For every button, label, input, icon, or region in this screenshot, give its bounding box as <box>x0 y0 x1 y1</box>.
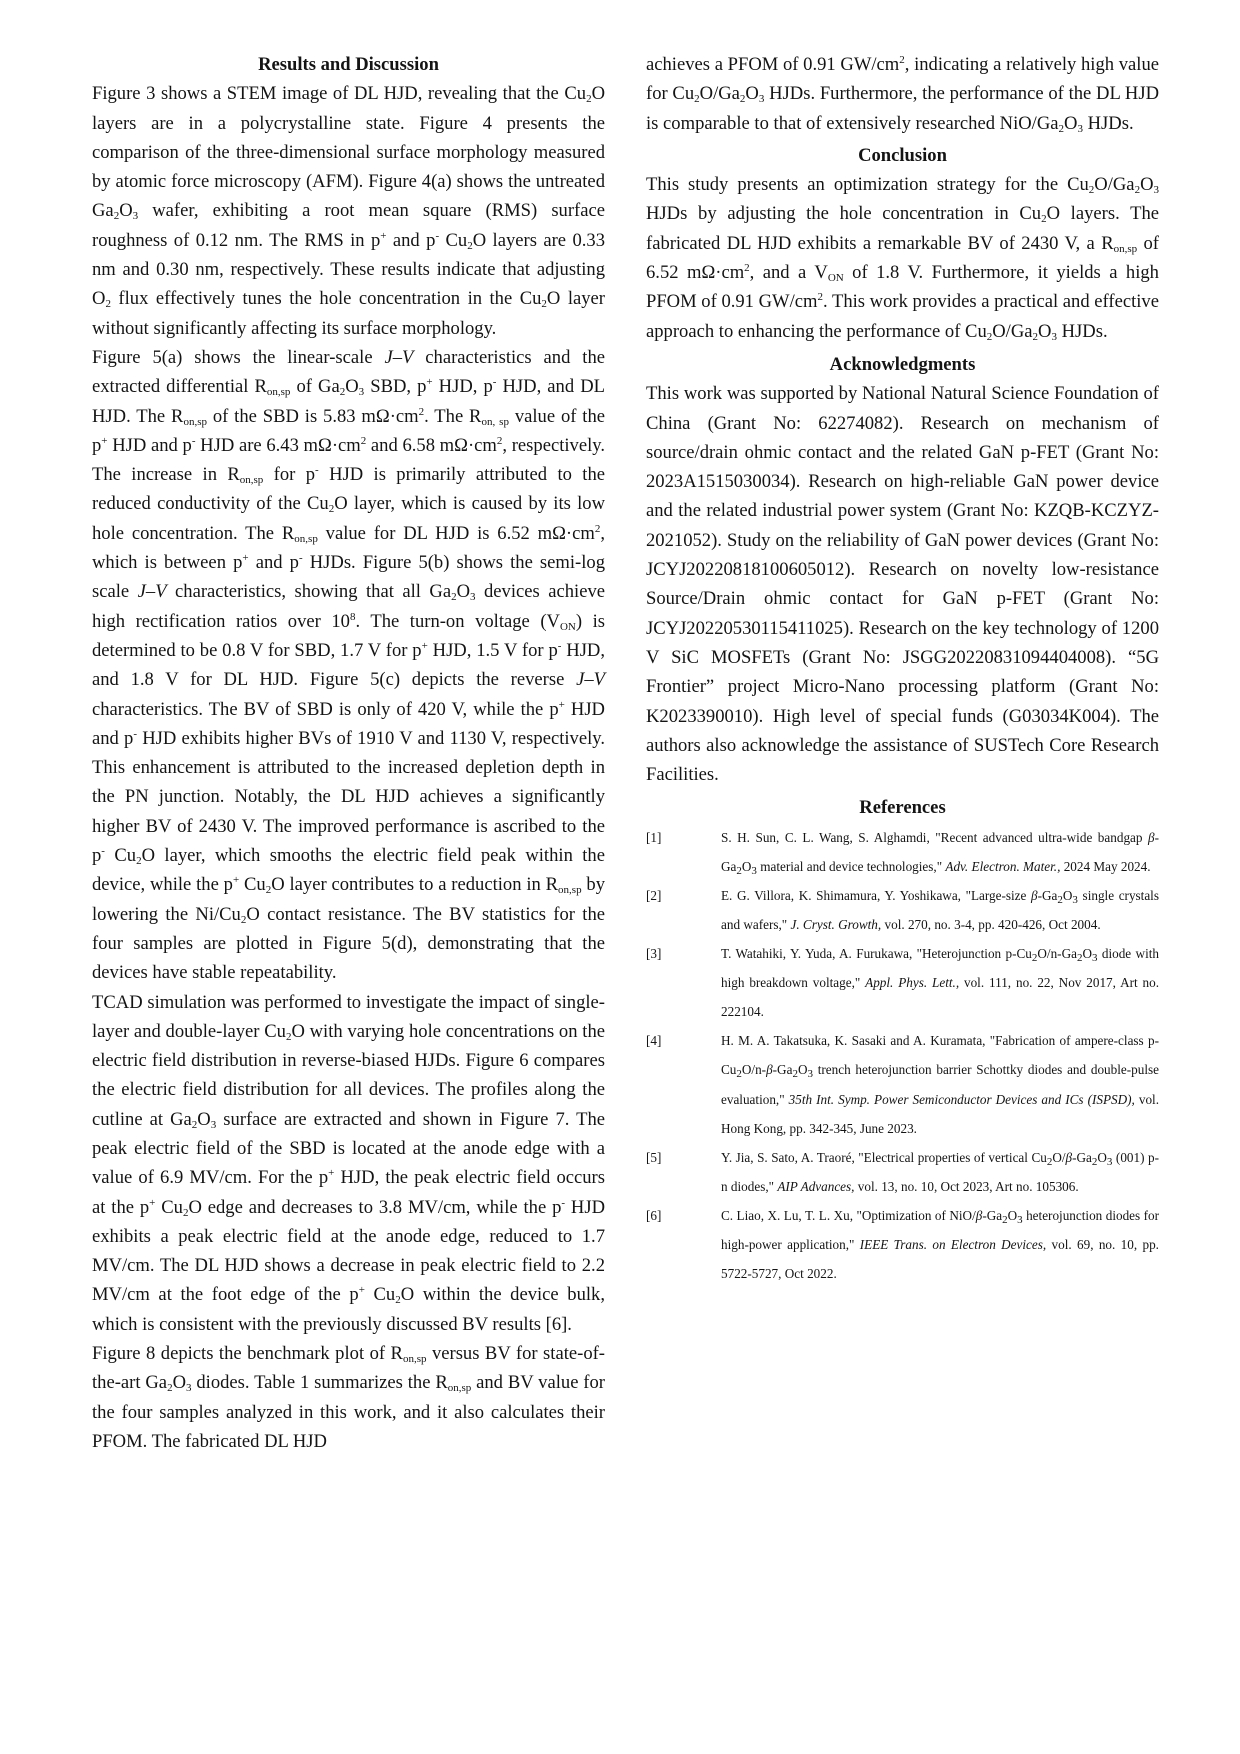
results-paragraph-4: Figure 8 depicts the benchmark plot of $R_{on,sp}$ versus BV for state-of-the-art $Ga_2O_3$ diodes. Table 1 summarizes the $R_{on,sp}$ and BV value for the four samples analyzed in this work, and it also calculates their PFOM. The fabricated DL HJD <box>92 1343 605 1452</box>
references-list <box>646 823 1159 1289</box>
reference-text: S. H. Sun, C. L. Wang, S. Alghamdi, "Recent advanced ultra-wide bandgap $\beta-Ga_2O_3$ material and device technologies," Adv. Electron. Mater., 2024 May 2024. <box>721 829 1159 877</box>
reference-item <box>646 1201 1159 1288</box>
reference-text: Y. Jia, S. Sato, A. Traoré, "Electrical properties of vertical $Cu_2O/\beta-Ga_2O_3$ (001) p-n diodes," AIP Advances, vol. 13, no. 10, Oct 2023, Art no. 105306. <box>721 1149 1159 1194</box>
results-heading: Results and Discussion <box>258 54 439 75</box>
reference-text: C. Liao, X. Lu, T. L. Xu, "Optimization of NiO/$\beta-Ga_2O_3$ heterojunction diodes for high-power application," IEEE Trans. on Electron Devices, vol. 69, no. 10, pp. 5722-5727, Oct 2022. <box>721 1207 1159 1282</box>
reference-item <box>646 881 1159 939</box>
results-paragraph-1: Figure 3 shows a STEM image of DL HJD, revealing that the $Cu_2O$ layers are in a polycrystalline state. Figure 4 presents the comparison of the three-dimensional surface morphology measured by atomic force microscopy (AFM). Figure 4(a) shows the untreated $Ga_2O_3$ wafer, exhibiting a root mean square (RMS) surface roughness of 0.12 nm. The RMS in p+ and p- $Cu_2O$ layers are 0.33 nm and 0.30 nm, respectively. These results indicate that adjusting $O_2$ flux effectively tunes the hole concentration in the $Cu_2O$ layer without significantly affecting its surface morphology. <box>92 83 605 339</box>
reference-number: [2] <box>646 887 662 903</box>
reference-number: [1] <box>646 829 662 845</box>
results-paragraph-2: Figure 5(a) shows the linear-scale J–V characteristics and the extracted differential $R_{on,sp}$ of $Ga_2O_3$ SBD, p+ HJD, p- HJD, and DL HJD. The $R_{on,sp}$ of the SBD is 5.83 $m\Omega\cdot cm^2$. The $R_{on, sp}$ value of the p+ HJD and p- HJD are 6.43 $m\Omega\cdot cm^2$ and 6.58 $m\Omega\cdot cm^2$, respectively. The increase in $R_{on,sp}$ for p- HJD is primarily attributed to the reduced conductivity of the $Cu_2O$ layer, which is caused by its low hole concentration. The $R_{on,sp}$ value for DL HJD is 6.52 $m\Omega\cdot cm^2$, which is between p+ and p- HJDs. Figure 5(b) shows the semi-log scale J–V characteristics, showing that all $Ga_2O_3$ devices achieve high rectification ratios over $10^8$. The turn-on voltage $(V_{ON})$ is determined to be 0.8 V for SBD, 1.7 V for p+ HJD, 1.5 V for p- HJD, and 1.8 V for DL HJD. Figure 5(c) depicts the reverse J–V characteristics. The BV of SBD is only of 420 V, while the p+ HJD and p- HJD exhibits higher BVs of 1910 V and 1130 V, respectively. This enhancement is attributed to the increased depletion depth in the PN junction. Notably, the DL HJD achieves a significantly higher BV of 2430 V. The improved performance is ascribed to the p- $Cu_2O$ layer, which smooths the electric field peak within the device, while the p+ $Cu_2O$ layer contributes to a reduction in $R_{on,sp}$ by lowering the $Ni/Cu_2O$ contact resistance. The BV statistics for the four samples are plotted in Figure 5(d), demonstrating that the devices have stable repeatability. <box>92 346 606 984</box>
reference-number: [5] <box>646 1149 662 1165</box>
references-heading: References <box>859 797 946 819</box>
right-column <box>646 50 1159 1288</box>
reference-item <box>646 1143 1159 1201</box>
acknowledgments-paragraph: This work was supported by National Natural Science Foundation of China (Grant No: 62274082). Research on mechanism of source/drain ohmic contact and the related GaN p-FET (Grant No: 2023A1515030034). Research on high-reliable GaN power device and the related industrial power system (Grant No: KZQB-KCZYZ-2021052). Study on the reliability of GaN power devices (Grant No: JCYJ20220818100605012). Research on novelty low-resistance Source/Drain ohmic contact for GaN p-FET (Grant No: JCYJ20220530115411025). Research on the key technology of 1200 V SiC MOSFETs (Grant No: JSGG20220831094404008). “5G Frontier” project Micro-Nano processing platform (Grant No: K2023390010). High level of special funds (G03034K004). The authors also acknowledge the assistance of SUSTech Core Research Facilities. <box>646 383 1159 786</box>
reference-text: H. M. A. Takatsuka, K. Sasaki and A. Kuramata, "Fabrication of ampere-class $p-Cu_2O/n-\beta-Ga_2O_3$ trench heterojunction barrier Schottky diodes and double-pulse evaluation," 35th Int. Symp. Power Semiconductor Devices and ICs (ISPSD), vol. Hong Kong, pp. 342-345, June 2023. <box>721 1033 1159 1136</box>
reference-number: [4] <box>646 1033 662 1049</box>
results-paragraph-3: TCAD simulation was performed to investigate the impact of single-layer and double-layer $Cu_2O$ with varying hole concentrations on the electric field distribution in reverse-biased HJDs. Figure 6 compares the electric field distribution for all devices. The profiles along the cutline at $Ga_2O_3$ surface are extracted and shown in Figure 7. The peak electric field of the SBD is located at the anode edge with a value of 6.9 MV/cm. For the p+ HJD, the peak electric field occurs at the p+ $Cu_2O$ edge and decreases to 3.8 MV/cm, while the p- HJD exhibits a peak electric field at the anode edge, reduced to 1.7 MV/cm. The DL HJD shows a decrease in peak electric field to 2.2 MV/cm at the foot edge of the p+ $Cu_2O$ within the device bulk, which is consistent with the previously discussed BV results [6]. <box>92 991 606 1335</box>
reference-item <box>646 1026 1159 1142</box>
conclusion-paragraph: This study presents an optimization strategy for the $Cu_2O/Ga_2O_3$ HJDs by adjusting the hole concentration in $Cu_2O$ layers. The fabricated DL HJD exhibits a remarkable BV of 2430 V, a $R_{on,sp}$ of 6.52 $m\Omega\cdot cm^2$, and a $V_{ON}$ of 1.8 V. Furthermore, it yields a high PFOM of 0.91 $GW/cm^2$. This work provides a practical and effective approach to enhancing the performance of $Cu_2O/Ga_2O_3$ HJDs. <box>646 174 1160 343</box>
reference-text: T. Watahiki, Y. Yuda, A. Furukawa, "Heterojunction $p-Cu_2O/n-Ga_2O_3$ diode with high breakdown voltage," Appl. Phys. Lett., vol. 111, no. 22, Nov 2017, Art no. 222104. <box>721 946 1160 1020</box>
reference-item <box>646 939 1159 1026</box>
acknowledgments-heading: Acknowledgments <box>829 353 976 375</box>
reference-text: E. G. Villora, K. Shimamura, Y. Yoshikawa, "Large-size $\beta-Ga_2O_3$ single crystals and wafers," J. Cryst. Growth, vol. 270, no. 3-4, pp. 420-426, Oct 2004. <box>721 887 1159 932</box>
left-column <box>92 50 605 1456</box>
reference-number: [3] <box>646 946 662 962</box>
reference-number: [6] <box>646 1207 662 1223</box>
conclusion-heading: Conclusion <box>858 144 947 166</box>
results-continuation: achieves a PFOM of 0.91 $GW/cm^2$, indicating a relatively high value for $Cu_2O/Ga_2O_3$ HJDs. Furthermore, the performance of the DL HJD is comparable to that of extensively researched NiO/$Ga_2O_3$ HJDs. <box>646 54 1159 135</box>
reference-item <box>646 823 1159 881</box>
